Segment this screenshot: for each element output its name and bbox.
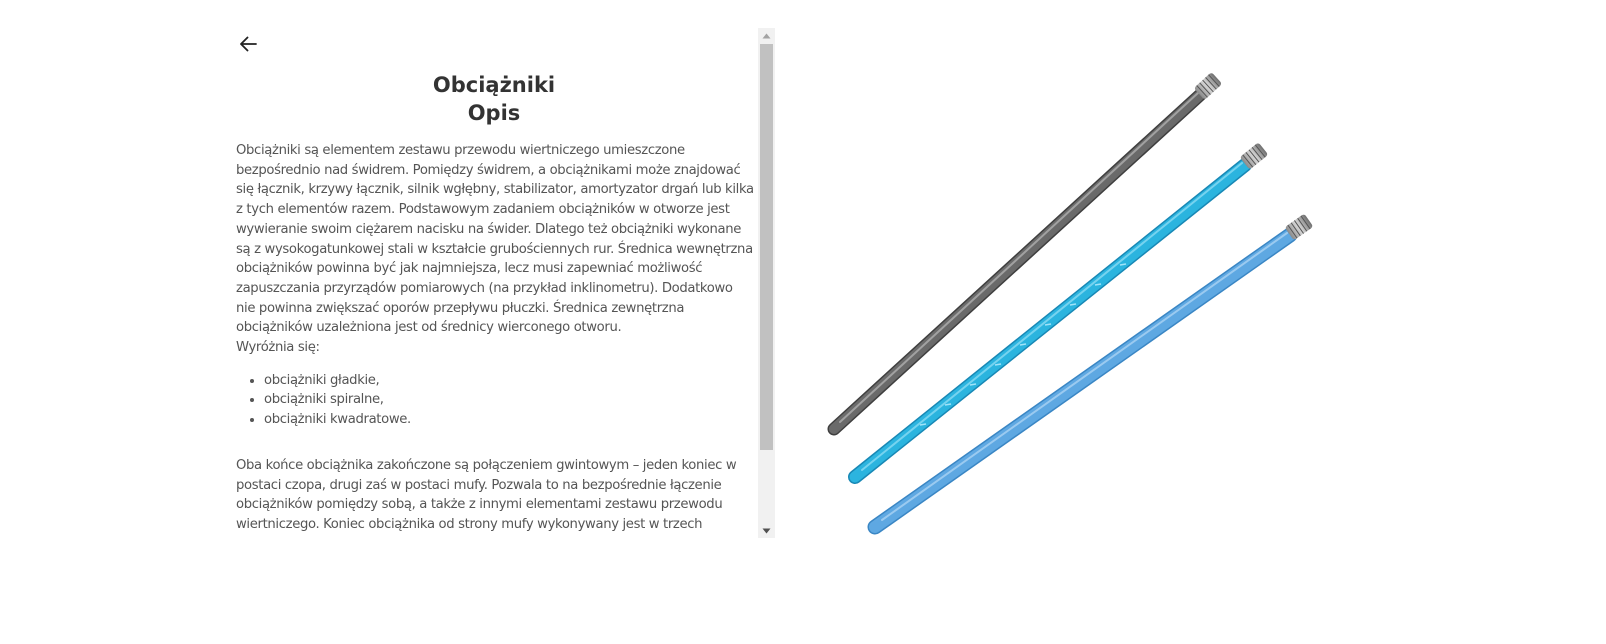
description-paragraph-2: Oba końce obciążnika zakończone są połączeniem gwintowym – jeden koniec w postaci czopa, drugi zaś w postaci mufy. Pozwala to na bezpośrednie łączenie obciążników pomiędzy sobą, a także z innymi elementami zestawu przewodu wiertniczego. Koniec obciążnika od strony mufy wykonywany jest w trzech (236, 457, 737, 532)
list-item: • obciążniki spiralne, (264, 390, 754, 410)
scroll-thumb[interactable] (760, 44, 773, 450)
title-line-1: Obciążniki (432, 73, 556, 97)
description-scroll-area[interactable] (236, 28, 756, 538)
description-body (236, 141, 754, 535)
back-button[interactable] (236, 32, 260, 56)
triangle-down-icon (762, 528, 771, 534)
spacer (236, 443, 754, 456)
distinguish-label: Wyróżnia się: (236, 340, 320, 356)
description-panel (236, 28, 775, 538)
page-title (236, 71, 752, 127)
vertical-scrollbar[interactable] (758, 28, 775, 538)
drill-collars-image (800, 60, 1360, 550)
gray-drill-collar (834, 72, 1222, 429)
arrow-left-icon (236, 32, 260, 56)
types-list (236, 371, 754, 430)
cyan-drill-collar (855, 142, 1268, 477)
title-line-2: Opis (467, 101, 521, 125)
list-item: • obciążniki gładkie, (264, 371, 754, 391)
blue-drill-collar (875, 214, 1313, 527)
triangle-up-icon (762, 33, 771, 39)
description-paragraph-1: Obciążniki są elementem zestawu przewodu wiertniczego umieszczone bezpośrednio nad świdrem. Pomiędzy świdrem, a obciążnikami może znajdować się łącznik, krzywy łącznik, silnik wgłębny, stabilizator, amortyzator drgań lub kilka z tych elementów razem. Podstawowym zadaniem obciążników w otworze jest wywieranie swoim ciężarem nacisku na świder. Dlatego też obciążniki wykonane są z wysokogatunkowej stali w kształcie grubościennych rur. Średnica wewnętrzna obciążników powinna być jak najmniejsza, lecz musi zapewniać możliwość zapuszczania przyrządów pomiarowych (na przykład inklinometru). Dodatkowo nie powinna zwiększać oporów przepływu płuczki. Średnica zewnętrzna obciążników uzależniona jest od średnicy wierconego otworu. (236, 143, 754, 336)
scroll-down-button[interactable] (758, 523, 775, 538)
scroll-up-button[interactable] (758, 28, 775, 43)
list-item: • obciążniki kwadratowe. (264, 410, 754, 430)
